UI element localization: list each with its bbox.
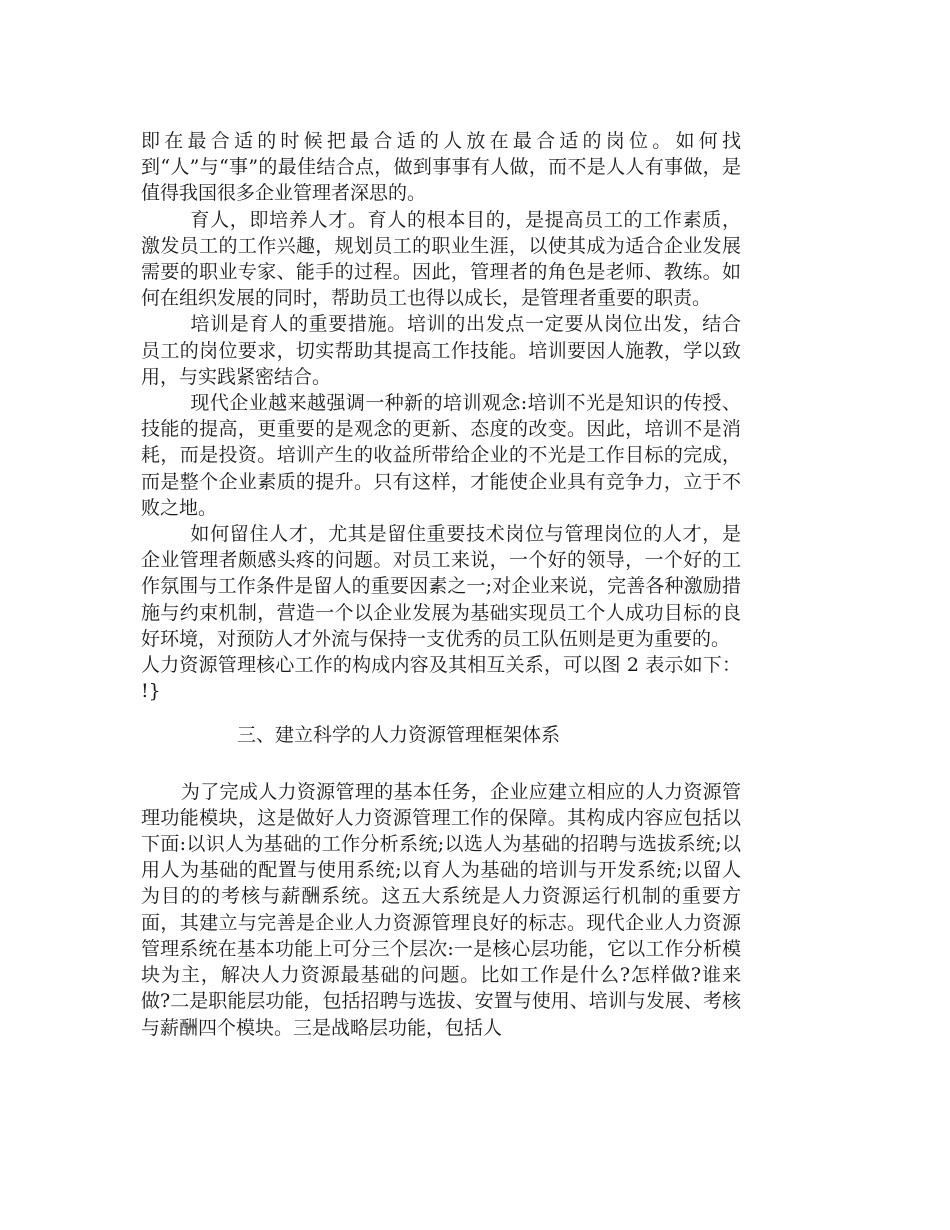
paragraph-training: 培训是育人的重要措施。培训的出发点一定要从岗位出发，结合员工的岗位要求，切实帮助其提高工作技能。培训要因人施教，学以致用，与实践紧密结合。 xyxy=(141,313,741,388)
paragraph-figure-reference: 人力资源管理核心工作的构成内容及其相互关系，可以图 2 表示如下： !} xyxy=(141,654,741,703)
document-page xyxy=(141,128,741,1041)
paragraph-nurture: 育人，即培养人才。育人的根本目的，是提高员工的工作素质，激发员工的工作兴趣，规划员工的职业生涯，以使其成为适合企业发展需要的职业专家、能手的过程。因此，管理者的角色是老师、教练。如何在组织发展的同时，帮助员工也得以成长，是管理者重要的职责。 xyxy=(141,208,741,310)
paragraph-placement: 即在最合适的时候把最合适的人放在最合适的岗位。如何找到“人”与“事”的最佳结合点，做到事事有人做，而不是人人有事做，是值得我国很多企业管理者深思的。 xyxy=(141,130,741,205)
paragraph-framework: 为了完成人力资源管理的基本任务，企业应建立相应的人力资源管理功能模块，这是做好人力资源管理工作的保障。其构成内容应包括以下面:以识人为基础的工作分析系统;以选人为基础的招聘与选拔系统;以用人为基础的配置与使用系统;以育人为基础的培训与开发系统;以留人为目的的考核与薪酬系统。这五大系统是人力资源运行机制的重要方面，其建立与完善是企业人力资源管理良好的标志。现代企业人力资源管理系统在基本功能上可分三个层次:一是核心层功能，它以工作分析模块为主，解决人力资源最基础的问题。比如工作是什么?怎样做?谁来做?二是职能层功能，包括招聘与选拔、安置与使用、培训与发展、考核与薪酬四个模块。三是战略层功能，包括人 xyxy=(141,780,741,1039)
spacer xyxy=(141,749,741,779)
paragraph-training-concept: 现代企业越来越强调一种新的培训观念:培训不光是知识的传授、技能的提高，更重要的是观念的更新、态度的改变。因此，培训不是消耗，而是投资。培训产生的收益所带给企业的不光是工作目标的完成，而是整个企业素质的提升。只有这样，才能使企业具有竞争力，立于不败之地。 xyxy=(141,392,741,519)
section-heading: 三、建立科学的人力资源管理框架体系 xyxy=(237,724,561,747)
paragraph-retention: 如何留住人才，尤其是留住重要技术岗位与管理岗位的人才，是企业管理者颇感头疼的问题。对员工来说，一个好的领导，一个好的工作氛围与工作条件是留人的重要因素之一;对企业来说，完善各种激励措施与约束机制，营造一个以企业发展为基础实现员工个人成功目标的良好环境，对预防人才外流与保持一支优秀的员工队伍则是更为重要的。 xyxy=(141,523,741,650)
spacer xyxy=(141,704,741,722)
